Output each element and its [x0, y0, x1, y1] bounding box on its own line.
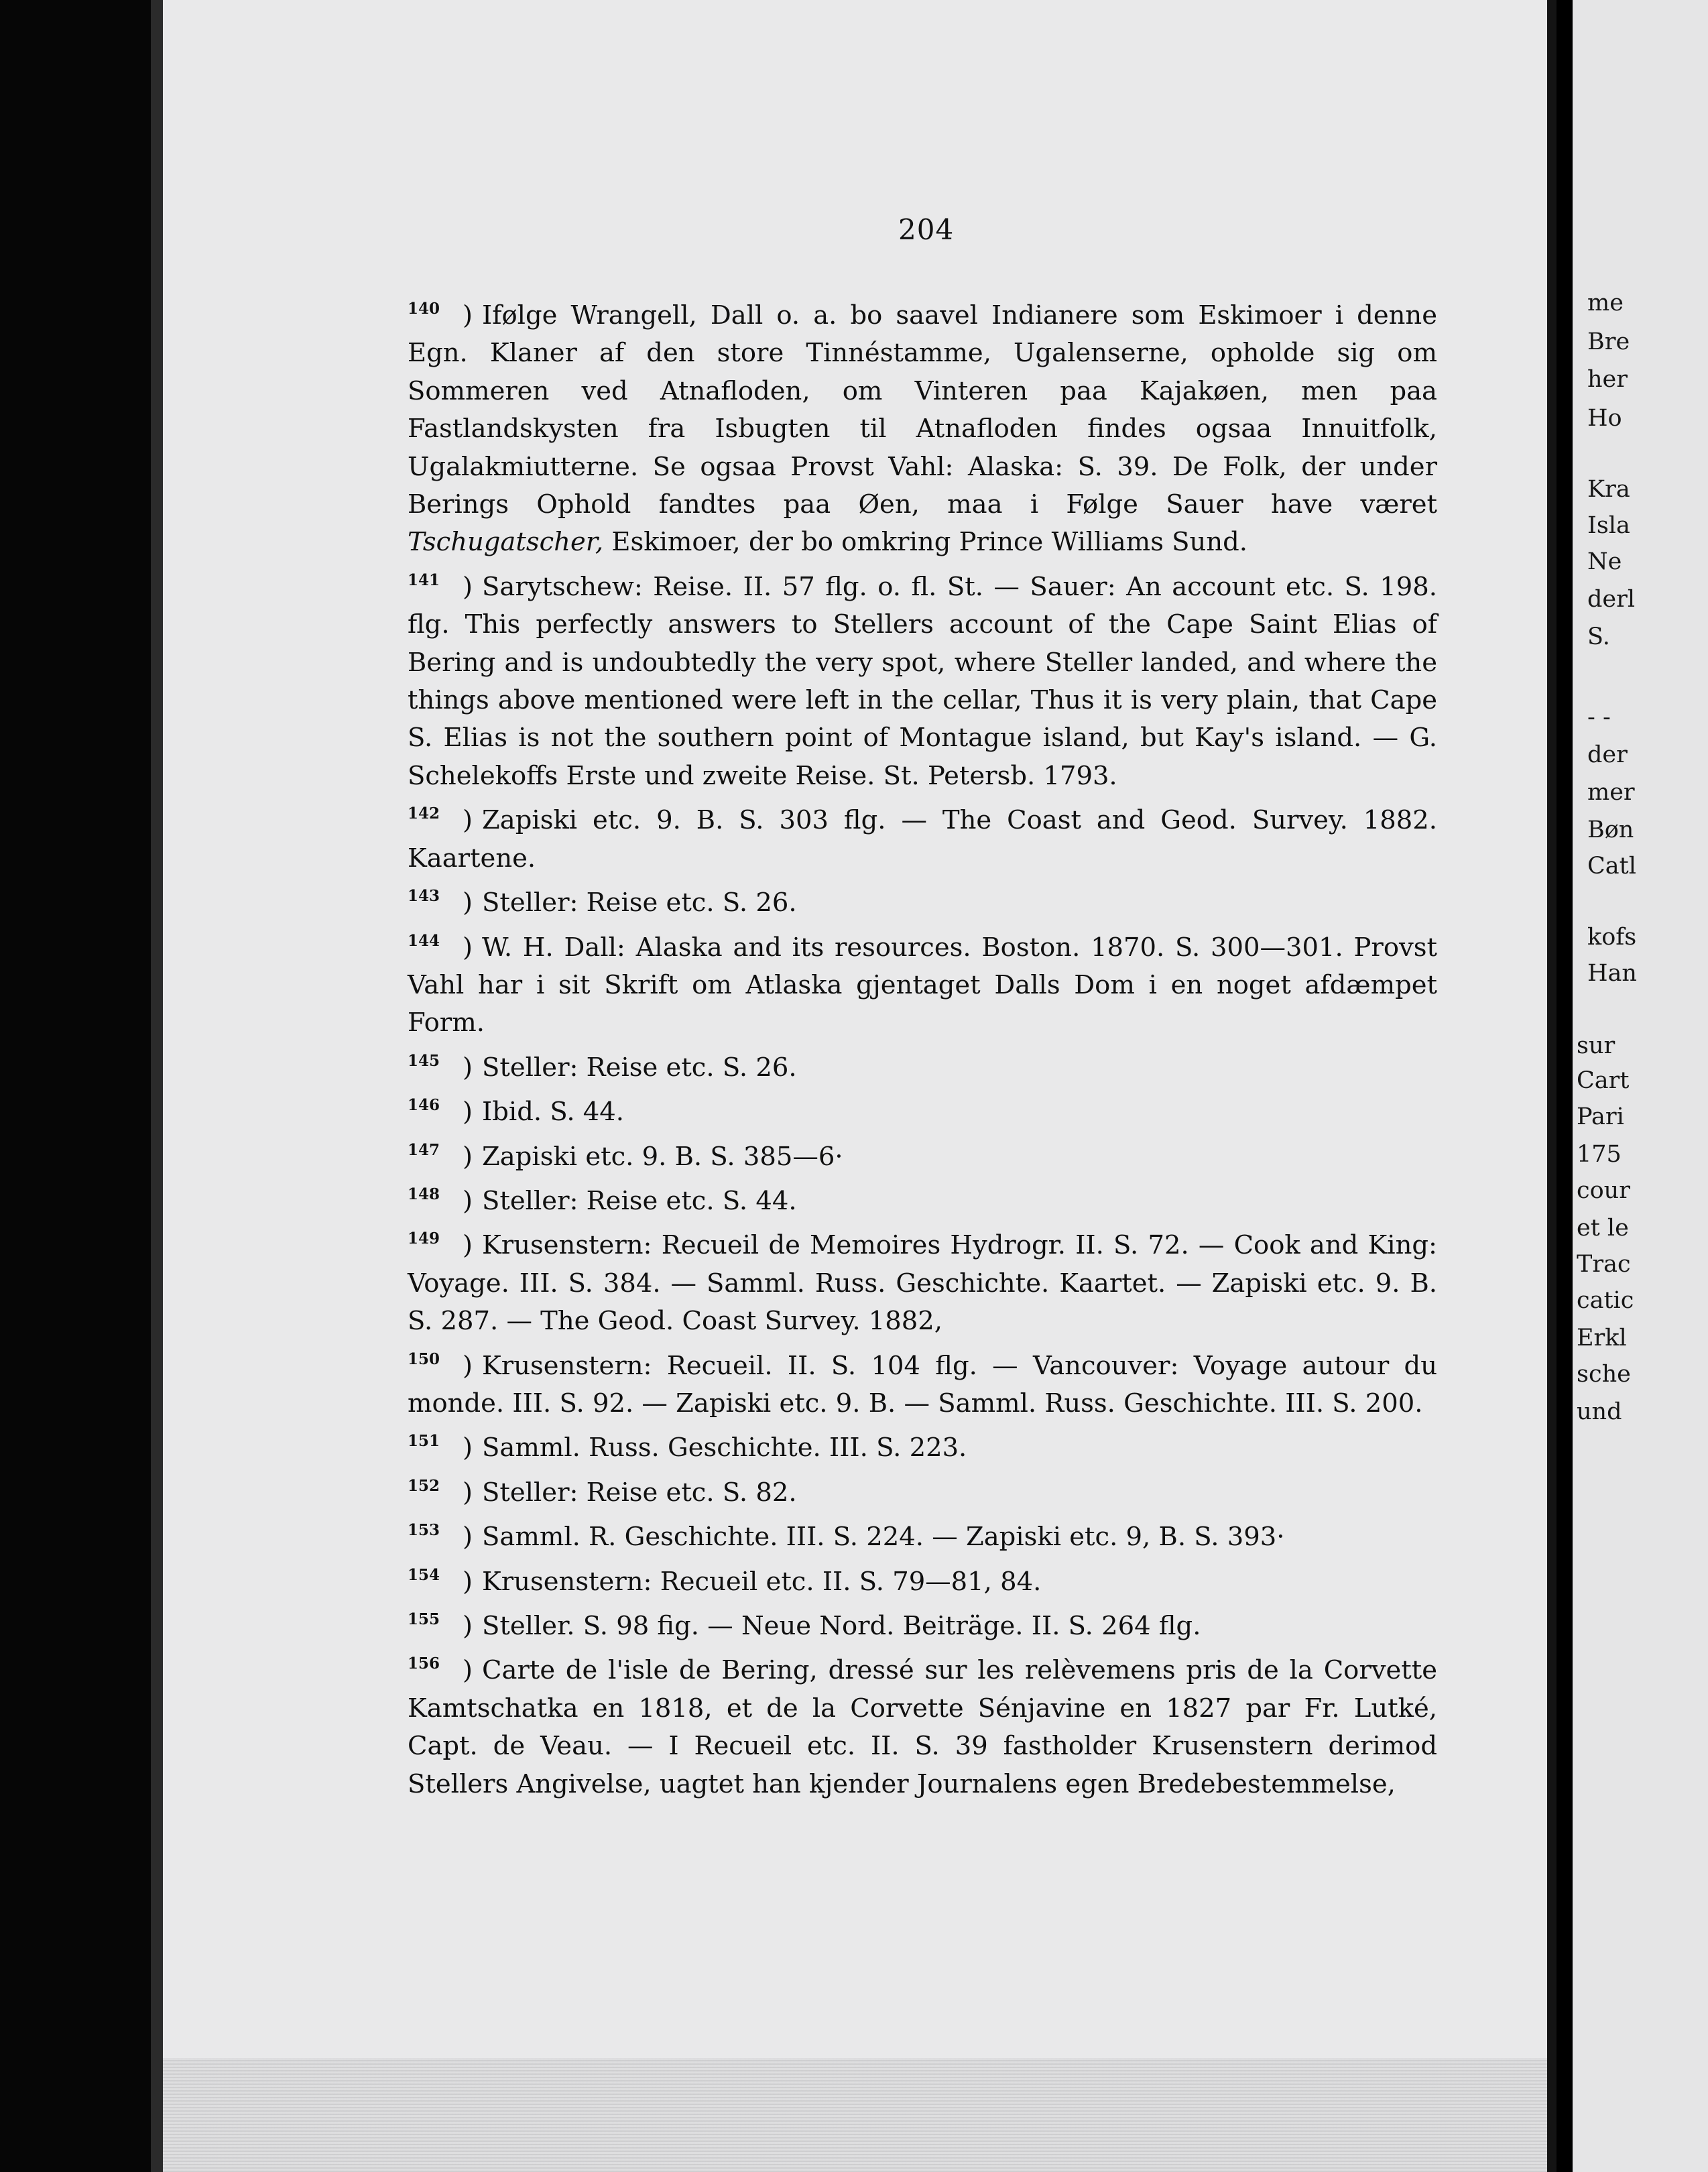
footnote — [408, 1645, 1437, 1803]
footnote-paren: ) — [463, 571, 473, 602]
adjacent-page-text: derl — [1587, 586, 1636, 613]
adjacent-page-text: her — [1587, 366, 1628, 393]
footnote — [408, 1557, 1437, 1601]
adjacent-page-text: Ne — [1587, 548, 1622, 575]
footnote-italic: Tschugatscher, — [408, 527, 604, 558]
footnotes-block — [408, 290, 1437, 1803]
footnote — [408, 1601, 1437, 1645]
footnote-text: Steller: Reise etc. S. 82. — [482, 1477, 797, 1508]
footnote-number: 142 — [408, 804, 440, 823]
adjacent-page-text: Isla — [1587, 512, 1630, 539]
adjacent-page-text: Bre — [1587, 328, 1630, 355]
footnote-paren: ) — [463, 805, 473, 836]
footnote-number: 140 — [408, 300, 440, 318]
adjacent-page-text: und — [1577, 1398, 1622, 1425]
footnote-paren: ) — [463, 1655, 473, 1686]
footnote-number: 152 — [408, 1476, 440, 1495]
footnote-text: Sarytschew: Reise. II. 57 flg. o. fl. St. — Sauer: An account etc. S. 198. flg. This perfectly answers to Stellers account of the Cape Saint Elias of Bering and is undoubtedly the very spot, where Steller landed, and where the things above mentioned were left in the cellar, Thus it is very plain, that Cape S. Elias is not the southern point of Montague island, but Kay's island. — G. Schelekoffs Erste und zweite Reise. St. Petersb. 1793. — [408, 571, 1437, 791]
footnote — [408, 878, 1437, 922]
adjacent-page-text: Catl — [1587, 853, 1636, 880]
footnote-number: 149 — [408, 1229, 440, 1248]
footnote-number: 156 — [408, 1654, 440, 1673]
footnote-text: Ibid. S. 44. — [482, 1097, 625, 1128]
adjacent-page-text: Pari — [1577, 1103, 1624, 1130]
adjacent-page-text: kofs — [1587, 924, 1637, 951]
footnote-number: 148 — [408, 1185, 440, 1203]
footnote-paren: ) — [463, 1522, 473, 1553]
footnote-text: Samml. Russ. Geschichte. III. S. 223. — [482, 1433, 967, 1463]
footnote-number: 155 — [408, 1610, 440, 1628]
adjacent-page-text: et le — [1577, 1215, 1629, 1242]
footnote — [408, 795, 1437, 878]
footnote-paren: ) — [463, 1611, 473, 1641]
footnote-paren: ) — [463, 1097, 473, 1128]
footnote-text: Zapiski etc. 9. B. S. 303 flg. — The Coast and Geod. Survey. 1882. Kaartene. — [408, 805, 1437, 873]
footnote-paren: ) — [463, 300, 473, 330]
footnote-text: Samml. R. Geschichte. III. S. 224. — Zapiski etc. 9, B. S. 393· — [482, 1522, 1285, 1553]
footnote-paren: ) — [463, 1566, 473, 1597]
footnote-number: 144 — [408, 931, 440, 950]
adjacent-page-text: catic — [1577, 1287, 1634, 1314]
footnote-text: Steller: Reise etc. S. 26. — [482, 888, 797, 918]
adjacent-page-text: me — [1587, 290, 1624, 316]
page-number: 204 — [898, 213, 955, 246]
adjacent-page-text: Bøn — [1587, 817, 1634, 843]
footnote-text: Ifølge Wrangell, Dall o. a. bo saavel Indianere som Eskimoer i denne Egn. Klaner af den store Tinnéstamme, Ugalenserne, opholde sig om Sommeren ved Atnafloden, om Vinteren paa Kajakøen, men paa Fastlandskysten fra Isbugten til Atnafloden findes ogsaa Innuitfolk, Ugalakmiutterne. Se ogsaa Provst Vahl: Alaska: S. 39. De Folk, der under Berings Ophold fandtes paa Øen, maa i Følge Sauer have været — [408, 300, 1437, 520]
footnote-number: 154 — [408, 1565, 440, 1584]
footnote — [408, 1512, 1437, 1556]
book-gutter — [1557, 0, 1573, 2172]
footnote-text: Krusenstern: Recueil. II. S. 104 flg. — Vancouver: Voyage autour du monde. III. S. 92. — Zapiski etc. 9. B. — Samml. Russ. Geschichte. III. S. 200. — [408, 1350, 1437, 1419]
footnote-paren: ) — [463, 932, 473, 963]
footnote-text: Carte de l'isle de Bering, dressé sur les relèvemens pris de la Corvette Kamtschatka en 1818, et de la Corvette Sénjavine en 1827 par Fr. Lutké, Capt. de Veau. — I Recueil etc. II. S. 39 fastholder Krusenstern derimod Stellers Angivelse, uagtet han kjender Journalens egen Bredebestemmelse, — [408, 1655, 1437, 1799]
footnote-text: Steller: Reise etc. S. 44. — [482, 1185, 797, 1216]
adjacent-page-fragment — [1573, 0, 1708, 2172]
adjacent-page-text: der — [1587, 741, 1628, 768]
footnote — [408, 562, 1437, 795]
adjacent-page-text: Ho — [1587, 405, 1622, 432]
adjacent-page-text: Han — [1587, 960, 1637, 987]
adjacent-page-text: Cart — [1577, 1067, 1630, 1094]
adjacent-page-text: - - — [1587, 704, 1611, 731]
adjacent-page-text: sche — [1577, 1361, 1631, 1388]
footnote — [408, 1467, 1437, 1512]
footnote-number: 143 — [408, 887, 440, 906]
adjacent-page-text: sur — [1577, 1032, 1615, 1059]
footnote-number: 147 — [408, 1140, 440, 1159]
footnote — [408, 290, 1437, 562]
footnote-text: Steller: Reise etc. S. 26. — [482, 1052, 797, 1083]
footnote-paren: ) — [463, 1052, 473, 1083]
adjacent-page-text: 175 — [1577, 1141, 1622, 1168]
footnote-number: 145 — [408, 1051, 440, 1070]
footnote-paren: ) — [463, 1230, 473, 1261]
footnote-number: 151 — [408, 1432, 440, 1451]
left-scan-margin — [0, 0, 168, 2172]
footnote — [408, 1042, 1437, 1087]
footnote-number: 153 — [408, 1521, 440, 1540]
footnote-paren: ) — [463, 1141, 473, 1172]
footnote-paren: ) — [463, 1185, 473, 1216]
adjacent-page-text: mer — [1587, 779, 1635, 806]
footnote-paren: ) — [463, 888, 473, 918]
footnote-paren: ) — [463, 1433, 473, 1463]
footnote-number: 141 — [408, 570, 440, 589]
adjacent-page-text: Trac — [1577, 1251, 1631, 1278]
footnote — [408, 1132, 1437, 1176]
footnote-text: Krusenstern: Recueil de Memoires Hydrogr. II. S. 72. — Cook and King: Voyage. III. S. 384. — Samml. Russ. Geschichte. Kaartet. — Zapiski etc. 9. B. S. 287. — The Geod. Coast Survey. 1882, — [408, 1230, 1437, 1337]
adjacent-page-text: cour — [1577, 1177, 1630, 1204]
footnote — [408, 922, 1437, 1042]
adjacent-page-text: S. — [1587, 623, 1610, 650]
adjacent-page-text: Kra — [1587, 476, 1630, 503]
footnote — [408, 1423, 1437, 1467]
footnote-text: Steller. S. 98 fig. — Neue Nord. Beiträge. II. S. 264 flg. — [482, 1611, 1201, 1641]
adjacent-page-text: Erkl — [1577, 1325, 1627, 1351]
footnote — [408, 1341, 1437, 1423]
footnote — [408, 1087, 1437, 1131]
footnote-text: Zapiski etc. 9. B. S. 385—6· — [482, 1141, 843, 1172]
footnote-text-cont: Eskimoer, der bo omkring Prince Williams Sund. — [603, 527, 1248, 558]
footnote-text: W. H. Dall: Alaska and its resources. Boston. 1870. S. 300—301. Provst Vahl har i sit Skrift om Atlaska gjentaget Dalls Dom i en noget afdæmpet Form. — [408, 932, 1437, 1038]
footnote-number: 146 — [408, 1096, 440, 1115]
footnote-number: 150 — [408, 1349, 440, 1368]
footnote-text: Krusenstern: Recueil etc. II. S. 79—81, 84. — [482, 1566, 1042, 1597]
footnote — [408, 1220, 1437, 1340]
page-stack-edge — [163, 2058, 1547, 2172]
footnote-paren: ) — [463, 1477, 473, 1508]
footnote — [408, 1176, 1437, 1220]
footnote-paren: ) — [463, 1350, 473, 1381]
